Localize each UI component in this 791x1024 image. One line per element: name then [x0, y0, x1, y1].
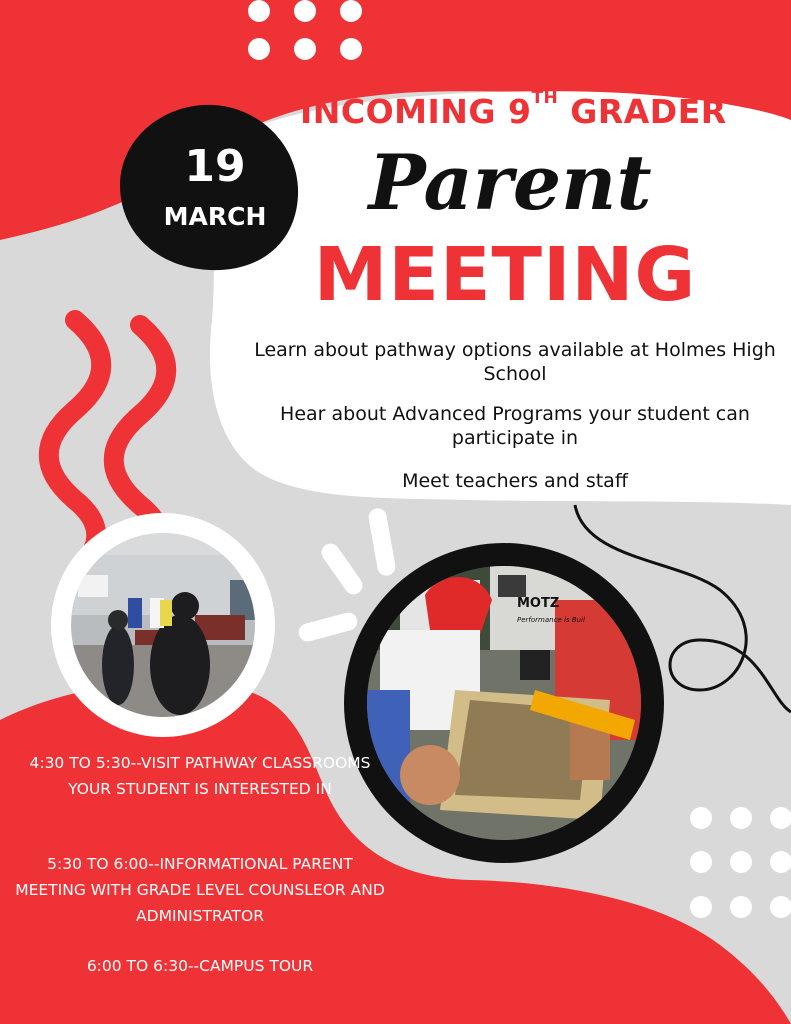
incoming-prefix: INCOMING 9	[300, 92, 532, 131]
info-advanced-programs: Hear about Advanced Programs your student can participate in	[280, 403, 750, 449]
incoming-suffix: GRADER	[558, 92, 727, 131]
info-pathway-options: Learn about pathway options available at Holmes High School	[254, 339, 776, 385]
trailer-tagline-text: Performance is Buil	[517, 616, 585, 624]
date-month: MARCH	[163, 202, 267, 231]
incoming-superscript: TH	[531, 88, 559, 108]
schedule-item-visit-classrooms: 4:30 TO 5:30--VISIT PATHWAY CLASSROOMS YOUR STUDENT IS INTERESTED IN	[29, 754, 371, 798]
incoming-grader-heading	[300, 88, 727, 131]
date-day: 19	[184, 141, 246, 192]
schedule-item-parent-meeting: 5:30 TO 6:00--INFORMATIONAL PARENT MEETING WITH GRADE LEVEL COUNSLEOR AND ADMINISTRATOR	[15, 855, 385, 925]
left-squiggle-decoration	[49, 320, 102, 555]
schedule-item-campus-tour: 6:00 TO 6:30--CAMPUS TOUR	[86, 957, 314, 975]
parent-heading: Parent	[368, 138, 652, 227]
meeting-heading: MEETING	[313, 232, 697, 318]
info-meet-teachers: Meet teachers and staff	[402, 470, 628, 492]
trailer-sign-text: MOTZ	[517, 596, 560, 611]
bottom-dots-decoration	[690, 807, 791, 918]
